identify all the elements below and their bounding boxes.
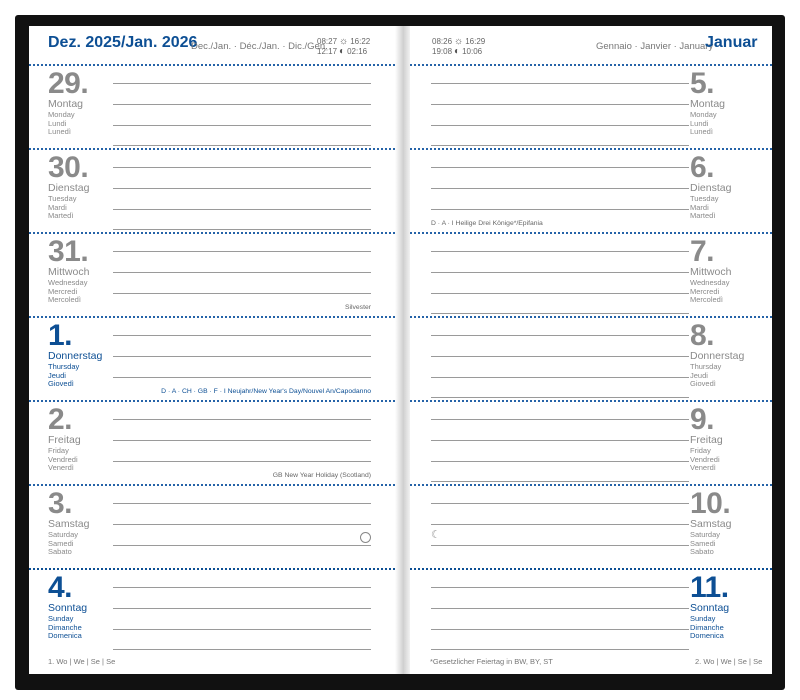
day-name-en: Thursday (48, 362, 80, 371)
writing-line[interactable] (431, 545, 689, 546)
writing-line[interactable] (113, 293, 371, 294)
day-separator (29, 316, 395, 318)
writing-line[interactable] (113, 167, 371, 168)
day-name-fr: Mardi (48, 202, 67, 212)
day-separator (410, 400, 772, 402)
day-separator (29, 400, 395, 402)
day-name: Montag (690, 98, 726, 110)
writing-line[interactable] (113, 608, 371, 609)
day-name-it: Giovedì (48, 379, 74, 388)
day-name: Samstag (48, 518, 90, 530)
day-name-fr: Samedi (690, 538, 716, 548)
writing-line[interactable] (113, 125, 371, 126)
writing-line[interactable] (113, 461, 371, 462)
writing-line[interactable] (431, 397, 689, 398)
day-name-it: Giovedì (690, 379, 716, 388)
book-gutter (395, 26, 410, 674)
day-separator (410, 484, 772, 486)
day-name-en: Tuesday (690, 194, 719, 203)
writing-line[interactable] (431, 251, 689, 252)
writing-line[interactable] (431, 104, 689, 105)
day-name: Dienstag (48, 182, 90, 194)
right-sun-moon-times (432, 37, 485, 57)
day-name-it: Lunedì (48, 127, 71, 136)
writing-line[interactable] (431, 440, 689, 441)
day-name-it: Mercoledì (48, 295, 81, 304)
left-month-subtitle: Dec./Jan. · Déc./Jan. · Dic./Gen. (191, 41, 328, 52)
day-name-fr: Vendredi (48, 454, 78, 464)
day-name-fr: Dimanche (48, 622, 82, 632)
writing-line[interactable] (113, 145, 371, 146)
day-name-fr: Vendredi (690, 454, 720, 464)
day-name-en: Wednesday (690, 278, 730, 287)
moonset-time: 02:16 (347, 47, 368, 56)
holiday-note: D · A · CH · GB · F · I Neujahr/New Year's Day/Nouvel An/Capodanno (161, 388, 371, 395)
day-name: Freitag (48, 434, 81, 446)
day-separator (410, 64, 772, 66)
day-separator (29, 232, 395, 234)
day-name-en: Tuesday (48, 194, 77, 203)
day-name: Mittwoch (690, 266, 732, 278)
writing-line[interactable] (113, 649, 371, 650)
day-name-fr: Lundi (48, 118, 67, 128)
day-name: Sonntag (48, 602, 88, 614)
day-name-fr: Jeudi (690, 370, 708, 380)
sunset-time: 16:29 (465, 37, 486, 46)
day-number: 29. (48, 67, 89, 100)
day-name-fr: Dimanche (690, 622, 724, 632)
day-name-fr: Lundi (690, 118, 709, 128)
sunrise-time: 08:26 (432, 37, 453, 46)
writing-line[interactable] (431, 313, 689, 314)
day-name-fr: Mardi (690, 202, 709, 212)
day-name-it: Mercoledì (690, 295, 723, 304)
day-name-fr: Mercredi (690, 286, 720, 296)
right-month-subtitle: Gennaio · Janvier · January (596, 41, 714, 52)
day-name-it: Martedì (690, 211, 716, 220)
day-number: 30. (48, 151, 89, 184)
writing-line[interactable] (431, 335, 689, 336)
holiday-note: D · A · I Heilige Drei Könige*/Epifania (431, 220, 543, 227)
moon-phase-icon: ◐ (454, 46, 461, 57)
writing-line[interactable] (431, 272, 689, 273)
writing-line[interactable] (113, 629, 371, 630)
day-name-fr: Samedi (48, 538, 74, 548)
day-separator (29, 568, 395, 570)
day-number: 4. (48, 571, 73, 604)
day-number: 3. (48, 487, 73, 520)
day-name: Donnerstag (690, 350, 745, 362)
day-number: 1. (48, 319, 73, 352)
right-footnote: *Gesetzlicher Feiertag in BW, BY, ST (430, 657, 553, 666)
writing-line[interactable] (113, 587, 371, 588)
holiday-note: GB New Year Holiday (Scotland) (272, 472, 371, 479)
writing-line[interactable] (431, 524, 689, 525)
writing-line[interactable] (113, 377, 371, 378)
writing-line[interactable] (431, 293, 689, 294)
writing-line[interactable] (113, 251, 371, 252)
moonrise-time: 12:17 (317, 47, 338, 56)
writing-line[interactable] (113, 356, 371, 357)
day-number: 9. (690, 403, 715, 436)
writing-line[interactable] (431, 649, 689, 650)
writing-line[interactable] (113, 272, 371, 273)
writing-line[interactable] (431, 629, 689, 630)
writing-line[interactable] (113, 419, 371, 420)
day-name-en: Monday (48, 110, 75, 119)
left-sun-moon-times (317, 37, 370, 57)
writing-line[interactable] (431, 188, 689, 189)
left-page (29, 26, 395, 674)
sun-icon: ☼ (339, 36, 349, 47)
day-number: 7. (690, 235, 715, 268)
right-week-footer: 2. Wo | We | Se | Se (695, 657, 763, 666)
day-name-fr: Mercredi (48, 286, 78, 296)
writing-line[interactable] (113, 229, 371, 230)
writing-line[interactable] (431, 608, 689, 609)
writing-line[interactable] (113, 104, 371, 105)
writing-line[interactable] (431, 377, 689, 378)
writing-line[interactable] (431, 587, 689, 588)
day-name-en: Thursday (690, 362, 722, 371)
holiday-note: Silvester (344, 304, 371, 311)
day-separator (410, 568, 772, 570)
writing-line[interactable] (113, 209, 371, 210)
writing-line[interactable] (431, 83, 689, 84)
writing-line[interactable] (431, 209, 689, 210)
day-number: 31. (48, 235, 89, 268)
writing-line[interactable] (113, 503, 371, 504)
day-number: 8. (690, 319, 715, 352)
day-name-it: Sabato (48, 547, 72, 556)
writing-line[interactable] (113, 545, 371, 546)
day-number: 6. (690, 151, 715, 184)
day-name: Montag (48, 98, 84, 110)
crescent-moon-icon: ☾ (431, 529, 441, 541)
day-name: Dienstag (690, 182, 732, 194)
day-name-en: Wednesday (48, 278, 88, 287)
day-name: Sonntag (690, 602, 730, 614)
day-name: Freitag (690, 434, 723, 446)
full-moon-icon (360, 532, 371, 543)
day-name-it: Domenica (690, 631, 724, 640)
writing-line[interactable] (431, 125, 689, 126)
day-name-it: Sabato (690, 547, 714, 556)
day-name-en: Sunday (690, 614, 716, 623)
writing-line[interactable] (431, 461, 689, 462)
day-name: Samstag (690, 518, 732, 530)
day-number: 5. (690, 67, 715, 100)
day-name: Mittwoch (48, 266, 90, 278)
writing-line[interactable] (431, 481, 689, 482)
sunrise-time: 08:27 (317, 37, 338, 46)
sunset-time: 16:22 (350, 37, 371, 46)
day-number: 2. (48, 403, 73, 436)
day-separator (29, 148, 395, 150)
left-week-footer: 1. Wo | We | Se | Se (48, 657, 116, 666)
day-separator (410, 316, 772, 318)
writing-line[interactable] (431, 419, 689, 420)
writing-line[interactable] (113, 335, 371, 336)
writing-line[interactable] (113, 188, 371, 189)
writing-line[interactable] (431, 145, 689, 146)
day-name-en: Saturday (48, 530, 79, 539)
day-name-en: Saturday (690, 530, 721, 539)
writing-line[interactable] (113, 524, 371, 525)
day-name-it: Martedì (48, 211, 74, 220)
day-name-it: Domenica (48, 631, 82, 640)
writing-line[interactable] (113, 440, 371, 441)
day-name-it: Lunedì (690, 127, 713, 136)
moonset-time: 10:06 (462, 47, 483, 56)
moon-phase-icon: ◐ (339, 46, 346, 57)
right-month-title: Januar (705, 34, 758, 51)
day-separator (410, 232, 772, 234)
day-name-fr: Jeudi (48, 370, 66, 380)
sun-icon: ☼ (454, 36, 464, 47)
moonrise-time: 19:08 (432, 47, 453, 56)
day-separator (29, 64, 395, 66)
day-name-en: Monday (690, 110, 717, 119)
writing-line[interactable] (113, 83, 371, 84)
day-separator (29, 484, 395, 486)
day-name-it: Venerdì (48, 463, 74, 472)
writing-line[interactable] (431, 503, 689, 504)
day-name-it: Venerdì (690, 463, 716, 472)
day-name-en: Friday (690, 446, 711, 455)
day-name-en: Sunday (48, 614, 74, 623)
writing-line[interactable] (431, 356, 689, 357)
day-name: Donnerstag (48, 350, 103, 362)
left-month-title: Dez. 2025/Jan. 2026 (48, 34, 198, 51)
day-separator (410, 148, 772, 150)
writing-line[interactable] (431, 167, 689, 168)
right-page (410, 26, 772, 674)
day-name-en: Friday (48, 446, 69, 455)
day-number: 11. (690, 571, 729, 604)
day-number: 10. (690, 487, 731, 520)
